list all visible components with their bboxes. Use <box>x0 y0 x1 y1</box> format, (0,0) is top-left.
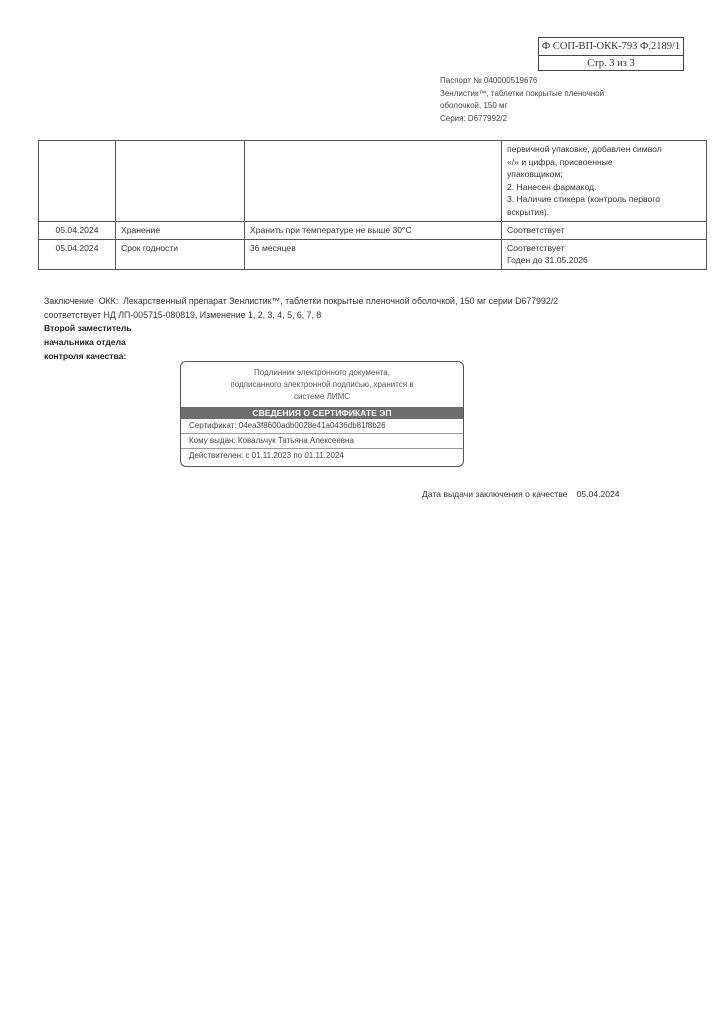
test-parameter: Срок годности <box>116 239 245 269</box>
table-cell <box>245 141 502 222</box>
test-requirement: 36 месяцев <box>245 239 502 269</box>
stamp-notice-line: Подлинник электронного документа, <box>254 368 390 377</box>
product-form-line: оболочкой, 150 мг <box>440 101 508 110</box>
certificate-validity: Действителен: с 01.11.2023 по 01.11.2024 <box>189 451 344 460</box>
conclusion-line: соответствует НД ЛП-005715-080819, Изменение 1, 2, 3, 4, 5, 6, 7, 8 <box>44 309 322 320</box>
test-date: 05.04.2024 <box>39 239 116 269</box>
passport-number: Паспорт № 040000519676 <box>440 76 538 85</box>
stamp-notice-line: системе ЛИМС <box>293 392 351 401</box>
table-cell <box>116 141 245 222</box>
result-line: 2. Нанесен фармакод. <box>507 181 597 192</box>
issue-date: 05.04.2024 <box>576 489 620 499</box>
result-line: «/» и цифра, присвоенные <box>507 156 613 167</box>
result-line: первичной упаковке, добавлен символ <box>507 144 662 154</box>
test-result: Соответствует <box>502 222 707 240</box>
batch-series: Серия: D677992/2 <box>440 113 508 123</box>
test-date: 05.04.2024 <box>39 222 116 240</box>
test-result <box>502 239 707 269</box>
test-requirement: Хранить при температуре не выше 30°С <box>245 222 502 240</box>
test-parameter: Хранение <box>116 222 245 240</box>
stamp-notice-line: подписанного электронной подписью, хранится в <box>230 380 414 389</box>
signatory-title <box>44 321 132 363</box>
electronic-signature-stamp <box>180 361 464 467</box>
result-line: 3. Наличие стикера (контроль первого <box>507 194 661 204</box>
table-cell <box>39 141 116 222</box>
product-name-line: Зенлистик™, таблетки покрытые пленочной <box>440 88 605 98</box>
result-cell <box>502 141 707 222</box>
result-line: упаковщиком; <box>507 169 563 179</box>
certificate-owner: Кому выдан: Ковальчук Татьяна Алексеевна <box>181 434 463 449</box>
qc-conclusion <box>44 295 684 322</box>
table-row <box>39 239 707 269</box>
form-code-box <box>538 37 684 71</box>
certificate-heading: СВЕДЕНИЯ О СЕРТИФИКАТЕ ЭП <box>181 407 463 419</box>
table-row-continuation <box>39 141 707 222</box>
signatory-line: Второй заместитель <box>44 323 132 333</box>
page-number: Стр. 3 из 3 <box>587 58 635 69</box>
passport-info <box>440 75 604 125</box>
issue-date-label: Дата выдачи заключения о качестве <box>422 489 568 499</box>
form-code: Ф СОП-ВП-ОКК-793 Ф.2189/1 <box>539 38 683 56</box>
signatory-line: контроля качества: <box>44 351 127 361</box>
result-line: Соответствует <box>507 242 565 253</box>
result-line: Годен до 31.05.2026 <box>507 255 588 265</box>
issue-date-line <box>422 489 620 499</box>
table-row <box>39 222 707 240</box>
result-line: вскрытия). <box>507 206 550 217</box>
conclusion-line: Заключение ОКК: Лекарственный препарат Зенлистик™, таблетки покрытые пленочной оболочкой, 150 мг серии D677992/2 <box>44 296 559 306</box>
specification-table <box>38 140 707 270</box>
signatory-line: начальника отдела <box>44 337 126 347</box>
certificate-id: Сертификат: 04ea3f8600adb0028e41a0436db81f8b26 <box>181 419 463 434</box>
stamp-notice <box>181 367 463 403</box>
